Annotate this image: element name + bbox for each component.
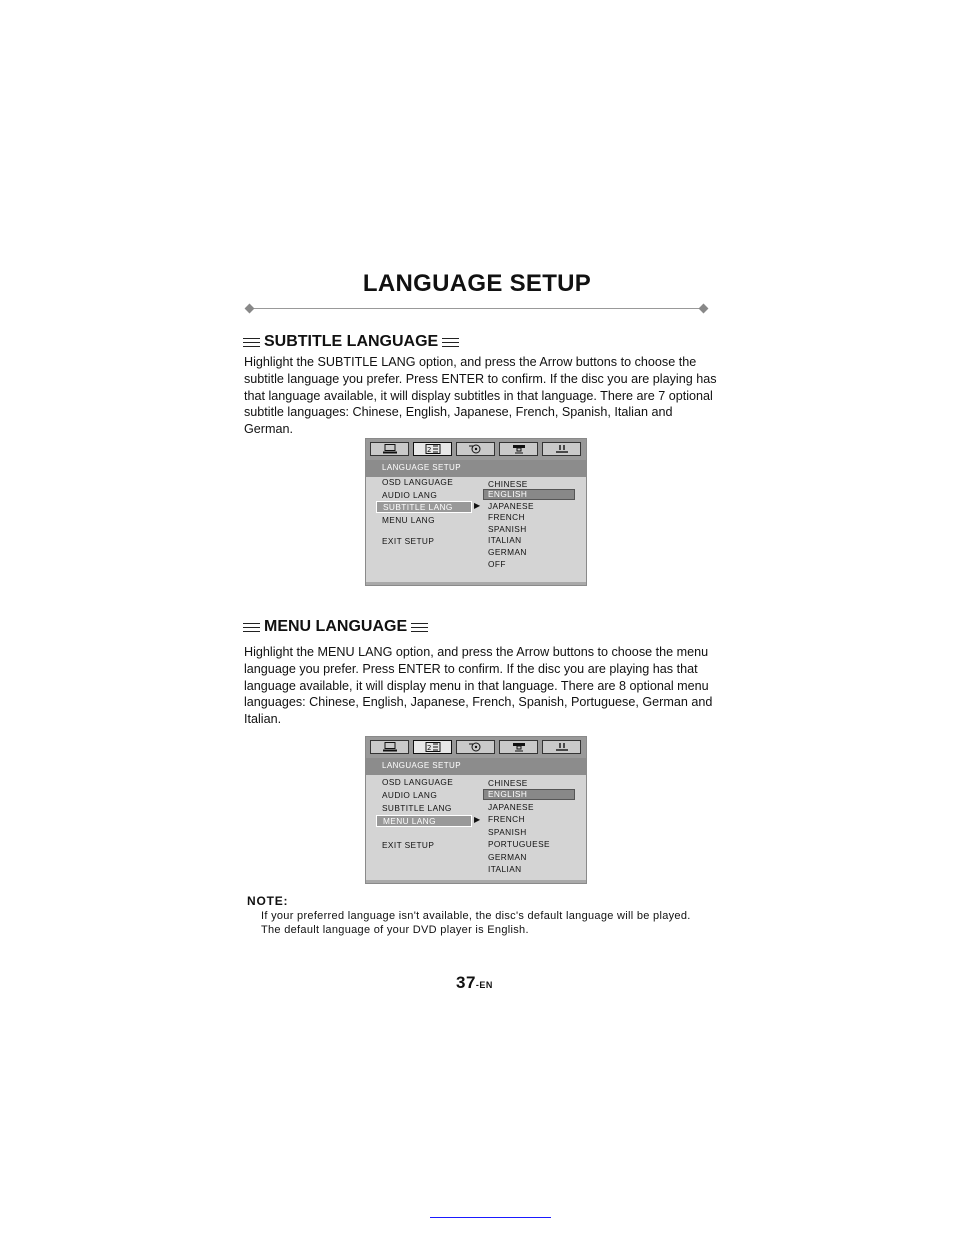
- heading-lines-icon: [243, 622, 260, 633]
- osd-option-selected[interactable]: ENGLISH: [483, 489, 575, 500]
- menu-language-heading-text: MENU LANGUAGE: [264, 618, 408, 635]
- osd-menu-item[interactable]: AUDIO LANG: [382, 790, 438, 800]
- page-number: [456, 973, 493, 993]
- video-icon: [499, 442, 538, 456]
- paragraph-line: Highlight the SUBTITLE LANG option, and press the Arrow buttons to choose the: [244, 355, 697, 369]
- osd-menu-item[interactable]: EXIT SETUP: [382, 840, 435, 850]
- osd-header-label: LANGUAGE SETUP: [382, 761, 461, 770]
- osd-option-selected[interactable]: ENGLISH: [483, 789, 575, 800]
- osd-menu-item-highlighted[interactable]: SUBTITLE LANG: [376, 501, 472, 513]
- osd-header: [366, 460, 586, 477]
- paragraph-line: language you prefer. Press ENTER to confirm. If the disc you are playing has that: [244, 661, 698, 676]
- paragraph-line: language available, it will display menu in that language. There are 8 optional menu: [244, 678, 709, 693]
- title-divider: [250, 308, 705, 309]
- paragraph-line: Highlight the MENU LANG option, and press the Arrow buttons to choose the menu: [244, 645, 709, 659]
- osd-screen-subtitle: [365, 438, 587, 586]
- osd-option[interactable]: FRENCH: [488, 814, 525, 824]
- video-icon: [499, 740, 538, 754]
- subtitle-language-heading: [243, 333, 459, 351]
- divider-left-diamond-icon: [245, 304, 255, 314]
- osd-option[interactable]: ITALIAN: [488, 864, 522, 874]
- triangle-right-icon: ▶: [474, 815, 481, 824]
- triangle-right-icon: ▶: [474, 501, 481, 510]
- heading-lines-icon: [442, 337, 459, 348]
- paragraph-line: that language available, it will display subtitles in that language. There are 7 optional: [244, 388, 713, 403]
- osd-bottom-bar: [366, 880, 586, 883]
- osd-option[interactable]: OFF: [488, 559, 506, 569]
- paragraph-line: subtitle language you prefer. Press ENTER to confirm. If the disc you are playing has: [244, 371, 717, 386]
- note-title: NOTE:: [247, 894, 289, 908]
- speaker-icon: [542, 740, 581, 754]
- note-line: If your preferred language isn't available, the disc's default language will be played.: [261, 910, 691, 922]
- speaker-icon: [542, 442, 581, 456]
- osd-tab-bar: [366, 737, 586, 758]
- osd-header-label: LANGUAGE SETUP: [382, 463, 461, 472]
- subtitle-language-heading-text: SUBTITLE LANGUAGE: [264, 333, 439, 350]
- page-number-suffix: -EN: [475, 980, 493, 990]
- note-line: The default language of your DVD player is English.: [261, 923, 529, 936]
- osd-option[interactable]: JAPANESE: [488, 802, 534, 812]
- language-icon: [413, 442, 452, 456]
- language-icon: [413, 740, 452, 754]
- osd-option[interactable]: CHINESE: [488, 778, 528, 788]
- heading-lines-icon: [411, 622, 428, 633]
- monitor-icon: [370, 442, 409, 456]
- svg-text:2: 2: [426, 446, 431, 454]
- paragraph-line: Italian.: [244, 712, 282, 727]
- osd-menu-item[interactable]: OSD LANGUAGE: [382, 477, 454, 487]
- osd-menu-item[interactable]: SUBTITLE LANG: [382, 803, 452, 813]
- osd-option[interactable]: GERMAN: [488, 547, 527, 557]
- monitor-icon: [370, 740, 409, 754]
- osd-menu-item-highlighted[interactable]: MENU LANG: [376, 815, 472, 827]
- divider-right-diamond-icon: [699, 304, 709, 314]
- audio-icon: [456, 740, 495, 754]
- menu-language-heading: [243, 618, 428, 636]
- osd-option[interactable]: GERMAN: [488, 852, 527, 862]
- osd-option[interactable]: SPANISH: [488, 524, 527, 534]
- page-title: LANGUAGE SETUP: [362, 270, 592, 297]
- heading-lines-icon: [243, 337, 260, 348]
- osd-option[interactable]: ITALIAN: [488, 535, 522, 545]
- osd-option[interactable]: SPANISH: [488, 827, 527, 837]
- osd-option[interactable]: PORTUGUESE: [488, 839, 550, 849]
- paragraph-line: German.: [244, 422, 293, 437]
- osd-header: [366, 758, 586, 775]
- audio-icon: [456, 442, 495, 456]
- note-text: [261, 910, 691, 937]
- osd-tab-bar: [366, 439, 586, 460]
- subtitle-language-paragraph: [244, 354, 719, 438]
- osd-menu-item[interactable]: MENU LANG: [382, 515, 435, 525]
- footer-link[interactable]: [430, 1217, 551, 1218]
- osd-screen-menu: [365, 736, 587, 884]
- svg-text:2: 2: [426, 744, 431, 752]
- osd-bottom-bar: [366, 582, 586, 585]
- osd-menu-item[interactable]: EXIT SETUP: [382, 536, 435, 546]
- osd-menu-item[interactable]: OSD LANGUAGE: [382, 777, 454, 787]
- osd-option[interactable]: CHINESE: [488, 479, 528, 489]
- osd-option[interactable]: JAPANESE: [488, 501, 534, 511]
- paragraph-line: subtitle languages: Chinese, English, Japanese, French, Spanish, Italian and: [244, 405, 673, 420]
- osd-option[interactable]: FRENCH: [488, 512, 525, 522]
- page-number-value: 37: [456, 973, 476, 992]
- menu-language-paragraph: [244, 644, 719, 728]
- paragraph-line: languages: Chinese, English, Japanese, French, Spanish, Portuguese, German and: [244, 695, 713, 710]
- osd-menu-item[interactable]: AUDIO LANG: [382, 490, 438, 500]
